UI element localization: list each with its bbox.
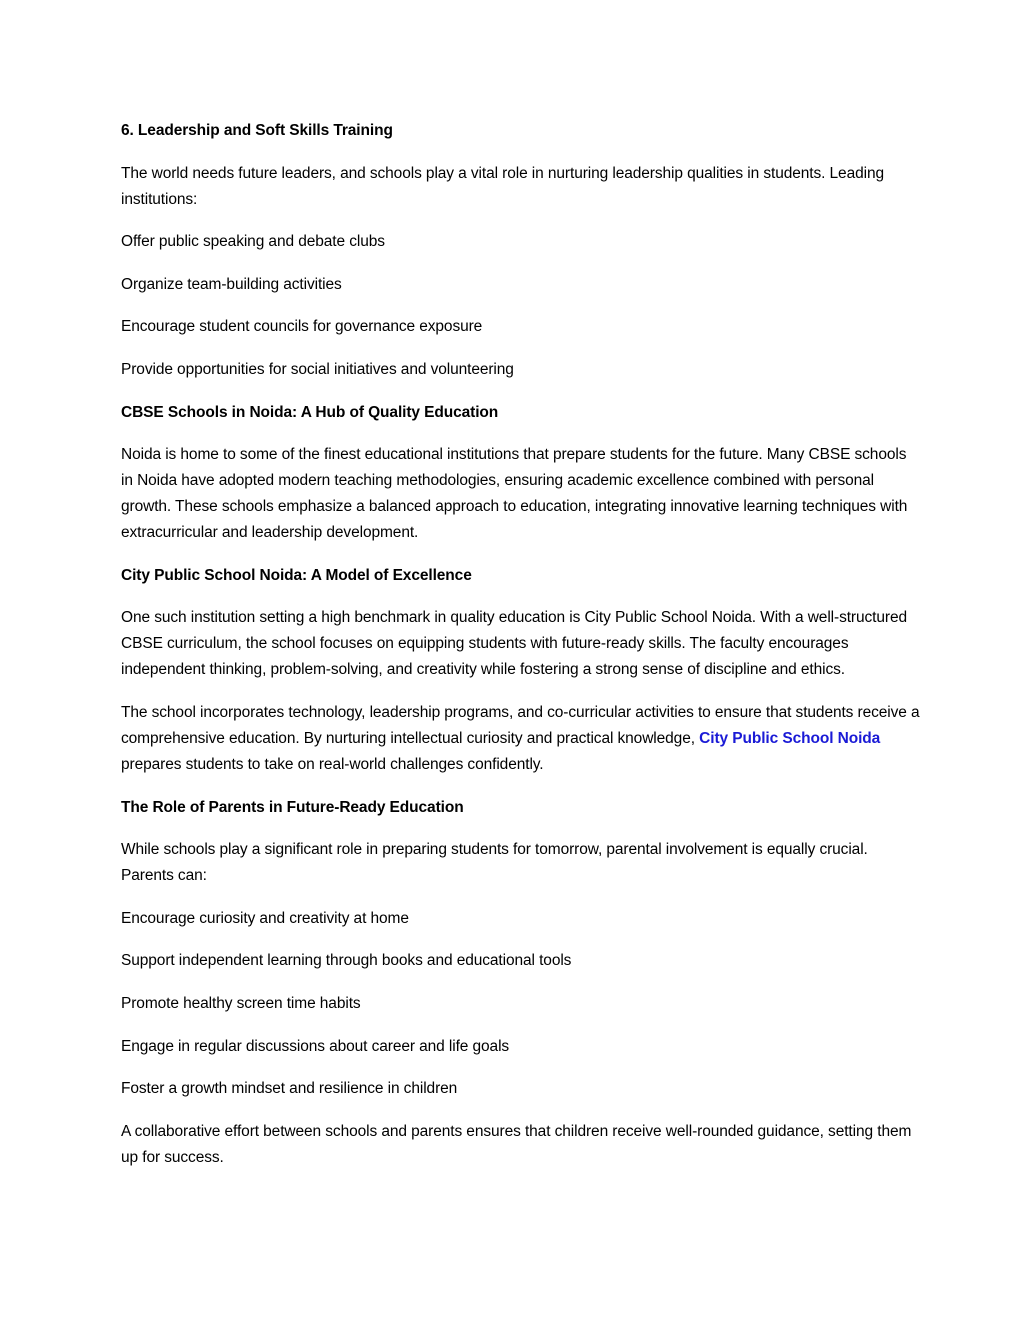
list-item: Encourage student councils for governance exposure — [121, 318, 483, 336]
section-heading-parents-role: The Role of Parents in Future-Ready Education — [121, 798, 464, 816]
paragraph-text-before-link: The school incorporates technology, leadership programs, and co-curricular activities to ensure that students receive a comprehensive education. By nurturing intellectual curiosity and practical knowledge, — [121, 703, 920, 747]
list-item: Encourage curiosity and creativity at home — [121, 909, 409, 927]
city-public-school-link[interactable]: City Public School Noida — [699, 729, 881, 747]
list-item: Provide opportunities for social initiatives and volunteering — [121, 360, 514, 378]
paragraph-leadership-intro: The world needs future leaders, and schools play a vital role in nurturing leadership qualities in students. Leading institutions: — [121, 164, 885, 208]
list-item: Offer public speaking and debate clubs — [121, 233, 385, 251]
paragraph-parents-intro: While schools play a significant role in preparing students for tomorrow, parental involvement is equally crucial. Parents can: — [121, 841, 868, 885]
paragraph-city-public-school-2 — [121, 700, 921, 778]
list-item: Engage in regular discussions about career and life goals — [121, 1037, 510, 1055]
list-item: Support independent learning through books and educational tools — [121, 952, 572, 970]
paragraph-text-after-link: prepares students to take on real-world challenges confidently. — [121, 755, 544, 773]
paragraph-cbse-schools: Noida is home to some of the finest educational institutions that prepare students for the future. Many CBSE schools in Noida have adopted modern teaching methodologies, ensuring academic excellence combined with personal growth. These schools emphasize a balanced approach to education, integrating innovative learning techniques with extracurricular and leadership development. — [121, 446, 908, 542]
list-item: Organize team-building activities — [121, 275, 342, 293]
list-item: Promote healthy screen time habits — [121, 994, 361, 1012]
section-heading-leadership: 6. Leadership and Soft Skills Training — [121, 122, 393, 139]
section-heading-city-public-school: City Public School Noida: A Model of Excellence — [121, 566, 472, 584]
paragraph-city-public-school-1: One such institution setting a high benchmark in quality education is City Public School Noida. With a well-structured CBSE curriculum, the school focuses on equipping students with future-ready skills. The faculty encourages independent thinking, problem-solving, and creativity while fostering a strong sense of discipline and ethics. — [121, 609, 907, 679]
document-page — [121, 118, 921, 1187]
list-item: Foster a growth mindset and resilience in children — [121, 1080, 458, 1098]
section-heading-cbse-schools: CBSE Schools in Noida: A Hub of Quality Education — [121, 403, 499, 421]
paragraph-closing: A collaborative effort between schools and parents ensures that children receive well-rounded guidance, setting them up for success. — [121, 1122, 912, 1166]
